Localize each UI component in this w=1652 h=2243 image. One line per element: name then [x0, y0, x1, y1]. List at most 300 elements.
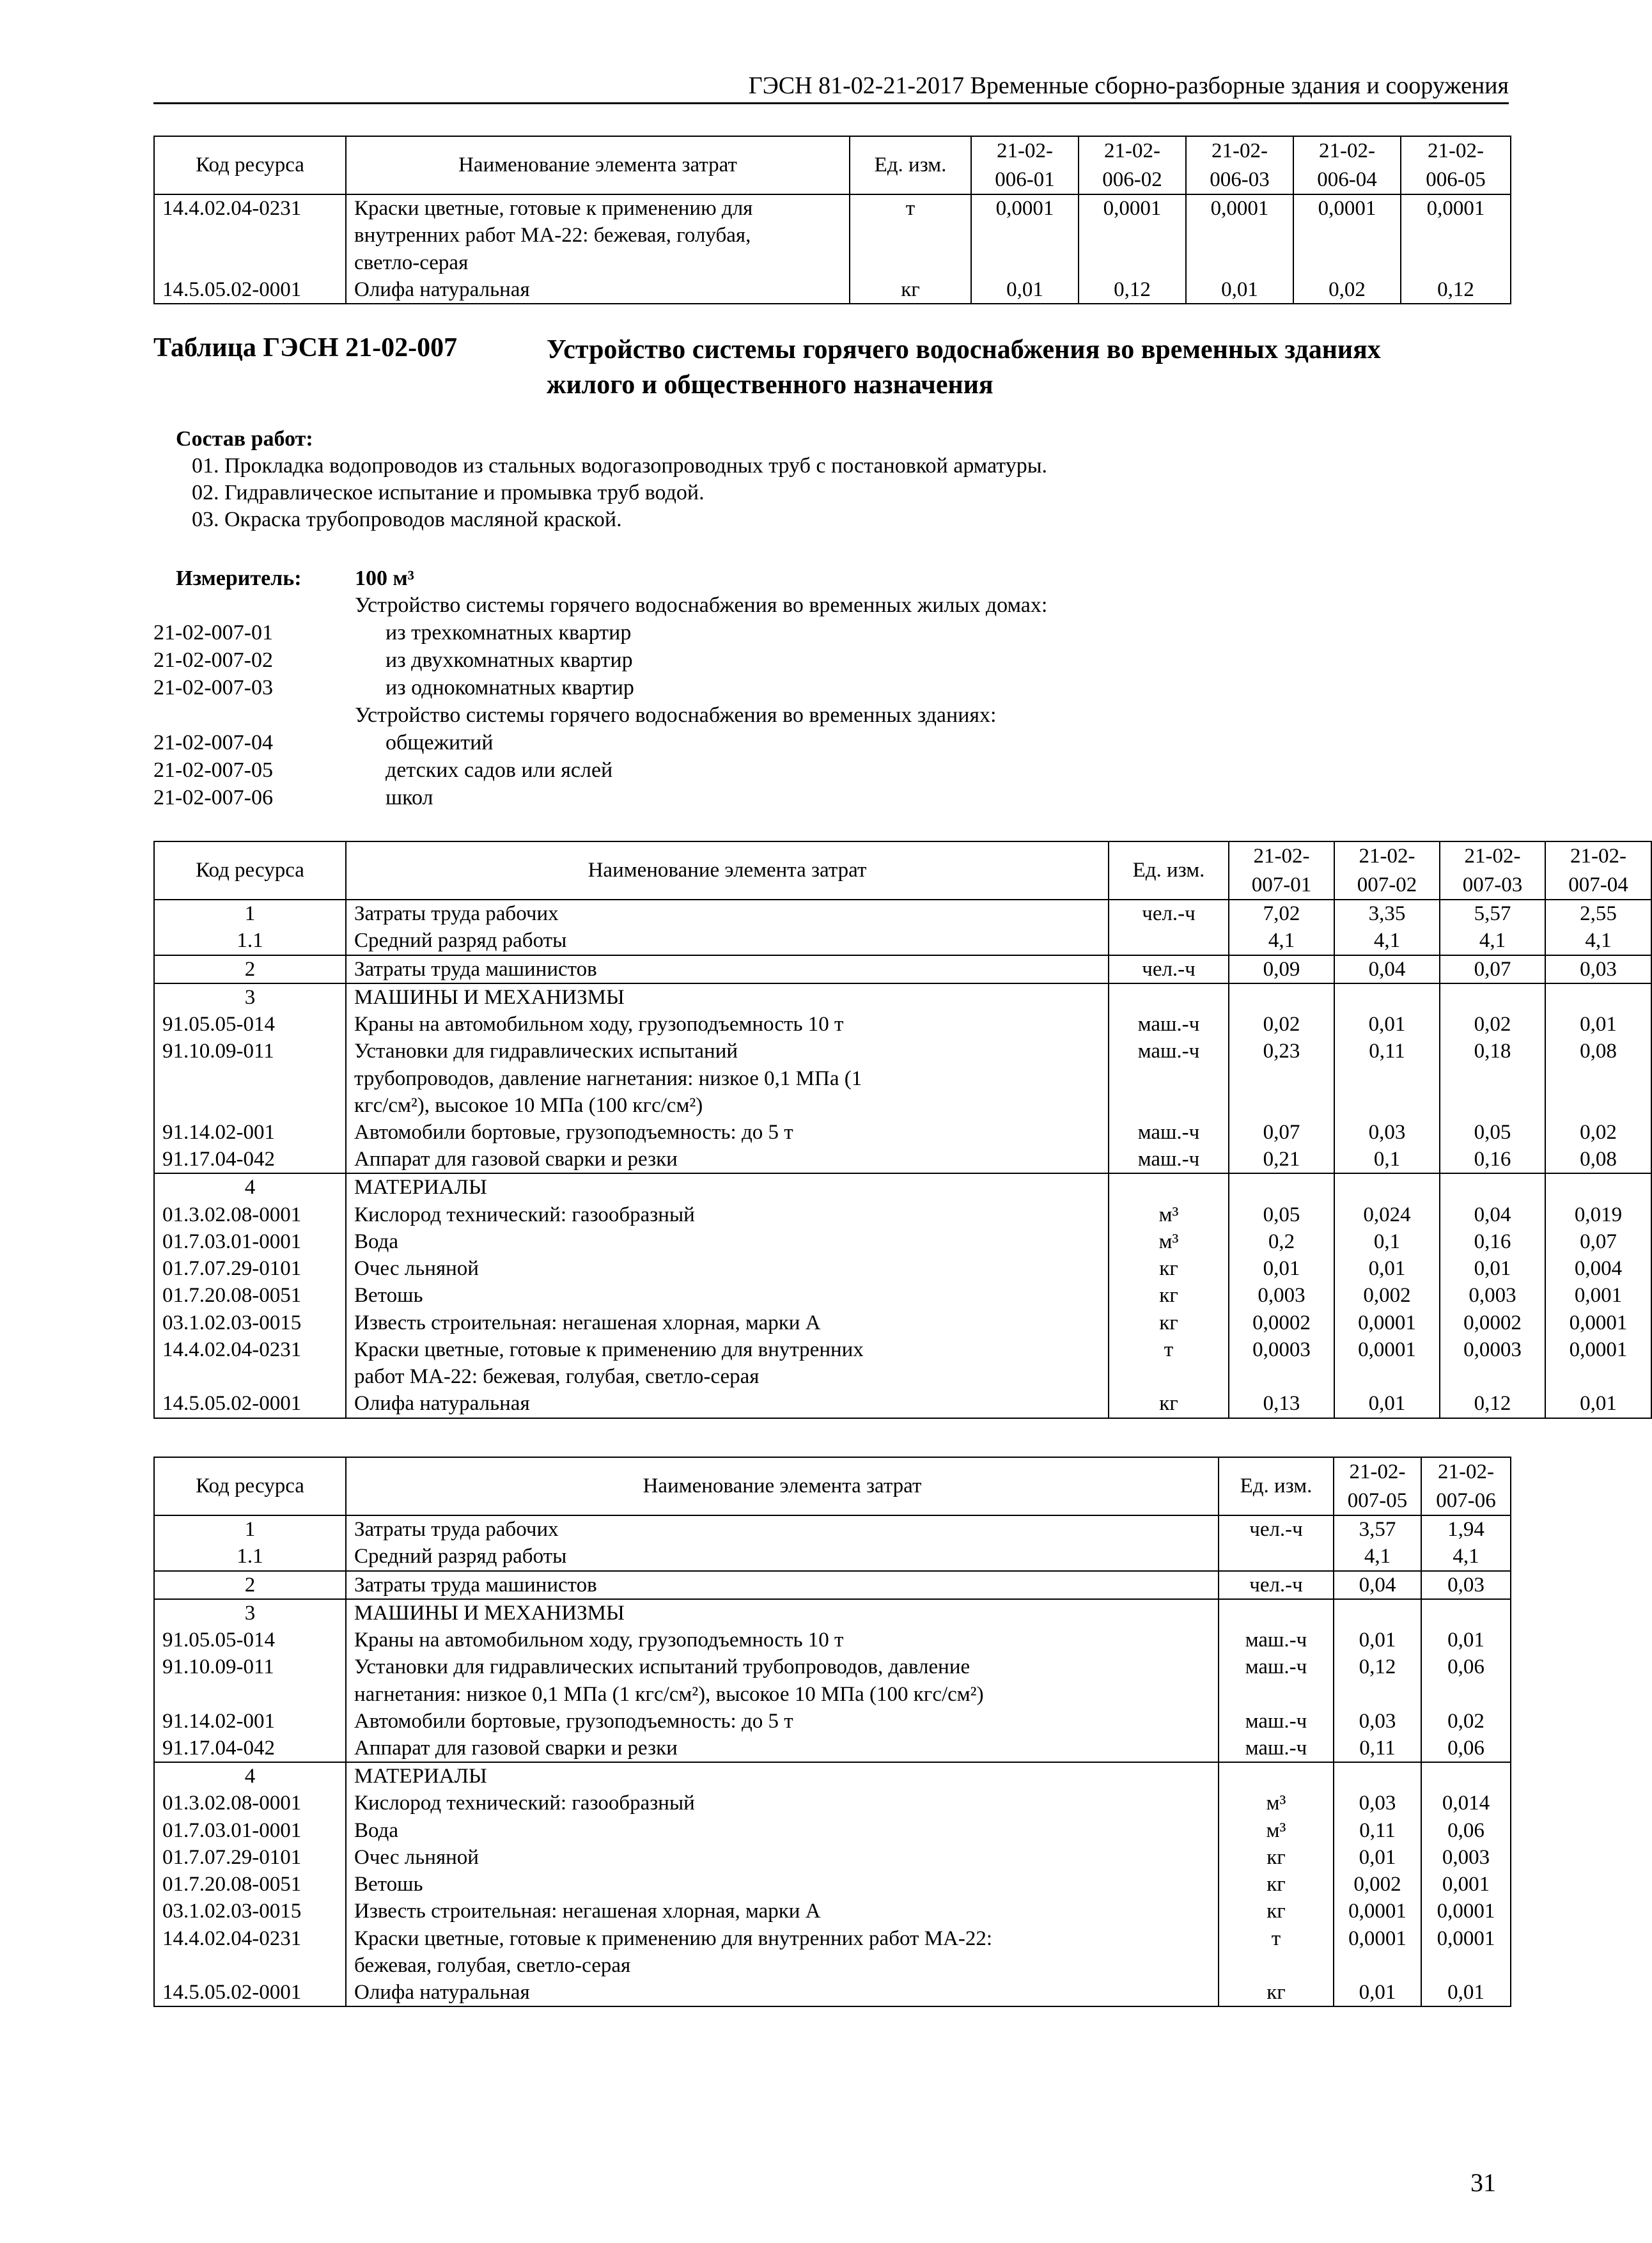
value-cell: [1229, 1173, 1334, 1201]
resource-code-cell: 3: [154, 983, 346, 1011]
unit-cell: т: [1219, 1925, 1334, 1952]
value-cell: 0,11: [1334, 1735, 1421, 1762]
value-cell: 0,01: [1334, 1844, 1421, 1871]
unit-cell: маш.-ч: [1109, 1011, 1229, 1038]
cost-item-name-cell: Очес льняной: [346, 1255, 1109, 1282]
value-cell: 0,16: [1440, 1146, 1545, 1173]
value-cell: 0,08: [1545, 1038, 1651, 1065]
cost-item-name-cell: нагнетания: низкое 0,1 МПа (1 кгс/см²), высокое 10 МПа (100 кгс/см²): [346, 1681, 1219, 1708]
resource-code-cell: 01.3.02.08-0001: [154, 1790, 346, 1817]
value-cell: 0,01: [1545, 1390, 1651, 1418]
unit-cell: [1109, 1363, 1229, 1390]
cost-item-name-cell: Известь строительная: негашеная хлорная, марки А: [346, 1898, 1219, 1925]
value-cell: 0,0001: [1334, 1309, 1440, 1336]
table-row: [154, 1146, 1651, 1173]
value-cell: 0,0001: [1334, 1898, 1421, 1925]
unit-cell: кг: [1109, 1255, 1229, 1282]
variant-text: школ: [386, 786, 433, 809]
resource-code-cell: 91.10.09-011: [154, 1653, 346, 1680]
value-cell: [1334, 1681, 1421, 1708]
value-cell: 2,55: [1545, 900, 1651, 927]
value-cell: 0,01: [1229, 1255, 1334, 1282]
table-row: [154, 1390, 1651, 1418]
resource-code-cell: [154, 1065, 346, 1092]
unit-cell: маш.-ч: [1219, 1708, 1334, 1735]
cost-item-name-cell: Краны на автомобильном ходу, грузоподъемность 10 т: [346, 1011, 1109, 1038]
cost-item-name-cell: Ветошь: [346, 1282, 1109, 1309]
value-cell: 0,03: [1545, 955, 1651, 983]
value-cell: 0,02: [1440, 1011, 1545, 1038]
value-cell: 0,01: [1545, 1011, 1651, 1038]
resource-code-cell: [154, 1681, 346, 1708]
cost-item-name-cell: Средний разряд работы: [346, 927, 1109, 955]
column-header: 21-02- 006-04: [1293, 136, 1401, 194]
value-cell: [1079, 249, 1186, 276]
value-cell: [1440, 1092, 1545, 1119]
unit-cell: маш.-ч: [1109, 1119, 1229, 1146]
unit-cell: м³: [1109, 1201, 1229, 1228]
table-row: [154, 1228, 1651, 1255]
resource-code-cell: 01.3.02.08-0001: [154, 1201, 346, 1228]
value-cell: [1334, 1092, 1440, 1119]
value-cell: [1334, 983, 1440, 1011]
value-cell: 0,003: [1229, 1282, 1334, 1309]
cost-item-name-cell: Установки для гидравлических испытаний трубопроводов, давление: [346, 1653, 1219, 1680]
unit-cell: маш.-ч: [1219, 1627, 1334, 1653]
unit-cell: маш.-ч: [1219, 1653, 1334, 1680]
value-cell: 3,57: [1334, 1515, 1421, 1543]
value-cell: 0,01: [1334, 1979, 1421, 2006]
value-cell: 5,57: [1440, 900, 1545, 927]
table-row: [154, 1735, 1511, 1762]
unit-cell: [1109, 927, 1229, 955]
column-header: Ед. изм.: [850, 136, 971, 194]
resource-code-cell: 2: [154, 955, 346, 983]
cost-item-name-cell: Краны на автомобильном ходу, грузоподъемность 10 т: [346, 1627, 1219, 1653]
unit-cell: т: [850, 194, 971, 222]
value-cell: 0,02: [1293, 276, 1401, 304]
table-row: [154, 1255, 1651, 1282]
column-header: Наименование элемента затрат: [346, 1457, 1219, 1515]
value-cell: 0,0001: [1334, 1336, 1440, 1363]
value-cell: 0,06: [1421, 1653, 1511, 1680]
table-row: [154, 222, 1511, 249]
resource-code-cell: 1.1: [154, 1543, 346, 1570]
cost-item-name-cell: Затраты труда машинистов: [346, 955, 1109, 983]
table-row: [154, 1038, 1651, 1065]
table-row: [154, 1119, 1651, 1146]
value-cell: 0,2: [1229, 1228, 1334, 1255]
variant-code: 21-02-007-03: [153, 676, 273, 699]
value-cell: 0,04: [1440, 1201, 1545, 1228]
cost-item-name-cell: внутренних работ МА-22: бежевая, голубая,: [346, 222, 850, 249]
column-header: 21-02- 006-03: [1186, 136, 1293, 194]
value-cell: 0,18: [1440, 1038, 1545, 1065]
column-header: 21-02- 006-05: [1401, 136, 1511, 194]
value-cell: [1334, 1173, 1440, 1201]
cost-item-name-cell: Автомобили бортовые, грузоподъемность: до 5 т: [346, 1708, 1219, 1735]
unit-cell: чел.-ч: [1109, 955, 1229, 983]
cost-item-name-cell: МАТЕРИАЛЫ: [346, 1173, 1109, 1201]
resource-code-cell: [154, 1092, 346, 1119]
variant-group-text: Устройство системы горячего водоснабжения во временных зданиях:: [355, 703, 997, 727]
resource-code-cell: [154, 249, 346, 276]
unit-cell: кг: [1109, 1390, 1229, 1418]
value-cell: [1440, 1065, 1545, 1092]
table-row: [154, 1627, 1511, 1653]
value-cell: 0,04: [1334, 1571, 1421, 1599]
value-cell: [1545, 983, 1651, 1011]
variant-text: из однокомнатных квартир: [386, 676, 634, 699]
running-header: ГЭСН 81-02-21-2017 Временные сборно-разборные здания и сооружения: [153, 72, 1509, 104]
value-cell: 0,001: [1545, 1282, 1651, 1309]
value-cell: 0,002: [1334, 1282, 1440, 1309]
unit-cell: [1219, 1952, 1334, 1979]
meter-label: Измеритель:: [176, 567, 302, 590]
cost-item-name-cell: Олифа натуральная: [346, 1979, 1219, 2006]
table-row: [154, 1092, 1651, 1119]
table-row: [154, 1871, 1511, 1898]
resource-code-cell: 2: [154, 1571, 346, 1599]
work-item: 02. Гидравлическое испытание и промывка труб водой.: [192, 481, 705, 504]
resource-code-cell: 01.7.20.08-0051: [154, 1282, 346, 1309]
table-label: Таблица ГЭСН 21-02-007: [153, 333, 458, 363]
variant-text: из двухкомнатных квартир: [386, 648, 633, 672]
table-row: [154, 983, 1651, 1011]
value-cell: [1334, 1762, 1421, 1790]
unit-cell: [850, 222, 971, 249]
value-cell: 7,02: [1229, 900, 1334, 927]
table-row: [154, 955, 1651, 983]
value-cell: 0,024: [1334, 1201, 1440, 1228]
cost-item-name-cell: Установки для гидравлических испытаний: [346, 1038, 1109, 1065]
table-row: [154, 1011, 1651, 1038]
value-cell: 0,0001: [1421, 1898, 1511, 1925]
value-cell: 0,001: [1421, 1871, 1511, 1898]
value-cell: 0,0001: [1334, 1925, 1421, 1952]
resource-code-cell: 03.1.02.03-0015: [154, 1309, 346, 1336]
column-header: 21-02- 006-02: [1079, 136, 1186, 194]
value-cell: 0,03: [1421, 1571, 1511, 1599]
table-row: [154, 927, 1651, 955]
unit-cell: м³: [1219, 1790, 1334, 1817]
table-row: [154, 1309, 1651, 1336]
resource-code-cell: 01.7.07.29-0101: [154, 1255, 346, 1282]
value-cell: 0,0001: [1421, 1925, 1511, 1952]
unit-cell: м³: [1109, 1228, 1229, 1255]
table-row: [154, 1282, 1651, 1309]
resource-code-cell: 91.05.05-014: [154, 1627, 346, 1653]
resource-code-cell: 01.7.07.29-0101: [154, 1844, 346, 1871]
cost-item-name-cell: МАТЕРИАЛЫ: [346, 1762, 1219, 1790]
cost-item-name-cell: Олифа натуральная: [346, 276, 850, 304]
value-cell: 0,01: [1440, 1255, 1545, 1282]
value-cell: 0,0003: [1229, 1336, 1334, 1363]
value-cell: 0,07: [1229, 1119, 1334, 1146]
column-header: 21-02- 007-04: [1545, 841, 1651, 900]
value-cell: [1334, 1599, 1421, 1627]
column-header: 21-02- 007-03: [1440, 841, 1545, 900]
cost-item-name-cell: Затраты труда машинистов: [346, 1571, 1219, 1599]
value-cell: 0,06: [1421, 1817, 1511, 1844]
cost-item-name-cell: кгс/см²), высокое 10 МПа (100 кгс/см²): [346, 1092, 1109, 1119]
value-cell: [1186, 222, 1293, 249]
value-cell: [1421, 1599, 1511, 1627]
table-row: [154, 1925, 1511, 1952]
cost-item-name-cell: Кислород технический: газообразный: [346, 1790, 1219, 1817]
value-cell: [971, 222, 1079, 249]
table-title: [547, 332, 1506, 402]
cost-item-name-cell: светло-серая: [346, 249, 850, 276]
cost-item-name-cell: Автомобили бортовые, грузоподъемность: до 5 т: [346, 1119, 1109, 1146]
resource-code-cell: 14.4.02.04-0231: [154, 1336, 346, 1363]
value-cell: 0,04: [1334, 955, 1440, 983]
value-cell: 0,1: [1334, 1146, 1440, 1173]
value-cell: 0,12: [1401, 276, 1511, 304]
value-cell: 0,21: [1229, 1146, 1334, 1173]
resource-code-cell: 01.7.03.01-0001: [154, 1228, 346, 1255]
value-cell: [1293, 249, 1401, 276]
cost-item-name-cell: Олифа натуральная: [346, 1390, 1109, 1418]
resource-code-cell: [154, 1363, 346, 1390]
value-cell: 0,1: [1334, 1228, 1440, 1255]
value-cell: 4,1: [1229, 927, 1334, 955]
cost-item-name-cell: Затраты труда рабочих: [346, 900, 1109, 927]
value-cell: [1229, 1065, 1334, 1092]
unit-cell: [1109, 1092, 1229, 1119]
column-header: Наименование элемента затрат: [346, 841, 1109, 900]
value-cell: 0,05: [1229, 1201, 1334, 1228]
variant-group-text: Устройство системы горячего водоснабжения во временных жилых домах:: [355, 593, 1048, 617]
value-cell: 0,0001: [1545, 1336, 1651, 1363]
resource-code-cell: 01.7.20.08-0051: [154, 1871, 346, 1898]
unit-cell: чел.-ч: [1109, 900, 1229, 927]
value-cell: 0,0001: [1079, 194, 1186, 222]
value-cell: 0,01: [1334, 1011, 1440, 1038]
table-row: [154, 1653, 1511, 1680]
variant-code: 21-02-007-05: [153, 758, 273, 782]
cost-item-name-cell: Краски цветные, готовые к применению для: [346, 194, 850, 222]
unit-cell: [1219, 1681, 1334, 1708]
value-cell: 0,09: [1229, 955, 1334, 983]
cost-item-name-cell: Вода: [346, 1817, 1219, 1844]
value-cell: 0,16: [1440, 1228, 1545, 1255]
resource-code-cell: 1.1: [154, 927, 346, 955]
work-item: 03. Окраска трубопроводов масляной краской.: [192, 508, 622, 531]
value-cell: 3,35: [1334, 900, 1440, 927]
column-header: Код ресурса: [154, 1457, 346, 1515]
value-cell: 0,014: [1421, 1790, 1511, 1817]
unit-cell: чел.-ч: [1219, 1571, 1334, 1599]
table-row: [154, 249, 1511, 276]
value-cell: [1545, 1173, 1651, 1201]
resource-code-cell: 91.17.04-042: [154, 1146, 346, 1173]
value-cell: 0,0001: [1545, 1309, 1651, 1336]
unit-cell: кг: [1219, 1898, 1334, 1925]
cost-item-name-cell: МАШИНЫ И МЕХАНИЗМЫ: [346, 1599, 1219, 1627]
page-number: 31: [1470, 2168, 1496, 2197]
cost-item-name-cell: Кислород технический: газообразный: [346, 1201, 1109, 1228]
resource-code-cell: 14.4.02.04-0231: [154, 194, 346, 222]
value-cell: 0,0001: [1186, 194, 1293, 222]
value-cell: 0,13: [1229, 1390, 1334, 1418]
variant-code: 21-02-007-02: [153, 648, 273, 672]
value-cell: 0,0001: [1293, 194, 1401, 222]
table-row: [154, 1708, 1511, 1735]
value-cell: [1186, 249, 1293, 276]
value-cell: 1,94: [1421, 1515, 1511, 1543]
value-cell: [1421, 1681, 1511, 1708]
unit-cell: [1219, 1543, 1334, 1570]
table-row: [154, 1515, 1511, 1543]
unit-cell: кг: [1219, 1871, 1334, 1898]
column-header: Код ресурса: [154, 136, 346, 194]
cost-item-name-cell: Аппарат для газовой сварки и резки: [346, 1146, 1109, 1173]
value-cell: 0,07: [1545, 1228, 1651, 1255]
resource-code-cell: [154, 222, 346, 249]
column-header: 21-02- 007-02: [1334, 841, 1440, 900]
value-cell: [1440, 983, 1545, 1011]
unit-cell: кг: [1109, 1282, 1229, 1309]
resource-code-cell: 01.7.03.01-0001: [154, 1817, 346, 1844]
variant-code: 21-02-007-04: [153, 731, 273, 754]
value-cell: 0,08: [1545, 1146, 1651, 1173]
unit-cell: [1109, 983, 1229, 1011]
value-cell: 0,01: [1334, 1627, 1421, 1653]
resource-code-cell: 91.17.04-042: [154, 1735, 346, 1762]
table-title-line: Устройство системы горячего водоснабжения во временных зданиях: [547, 335, 1381, 364]
table-row: [154, 1065, 1651, 1092]
unit-cell: кг: [1219, 1844, 1334, 1871]
value-cell: 0,02: [1545, 1119, 1651, 1146]
table-row: [154, 1952, 1511, 1979]
cost-item-name-cell: МАШИНЫ И МЕХАНИЗМЫ: [346, 983, 1109, 1011]
value-cell: 0,01: [1421, 1979, 1511, 2006]
table-row: [154, 1571, 1511, 1599]
unit-cell: [850, 249, 971, 276]
cost-item-name-cell: Краски цветные, готовые к применению для внутренних работ МА-22:: [346, 1925, 1219, 1952]
value-cell: 4,1: [1334, 1543, 1421, 1570]
table-title-line: жилого и общественного назначения: [547, 370, 994, 400]
work-composition-title: Состав работ:: [176, 427, 313, 451]
work-item: 01. Прокладка водопроводов из стальных водогазопроводных труб с постановкой арматуры.: [192, 454, 1048, 478]
value-cell: 0,12: [1334, 1653, 1421, 1680]
column-header: Ед. изм.: [1219, 1457, 1334, 1515]
table-header-row: [154, 841, 1651, 900]
value-cell: 0,03: [1334, 1708, 1421, 1735]
resource-code-cell: 14.5.05.02-0001: [154, 1979, 346, 2006]
value-cell: [1421, 1952, 1511, 1979]
meter-value: 100 м³: [355, 567, 414, 590]
value-cell: [1334, 1363, 1440, 1390]
unit-cell: [1109, 1173, 1229, 1201]
resource-code-cell: 14.5.05.02-0001: [154, 1390, 346, 1418]
column-header: 21-02- 007-01: [1229, 841, 1334, 900]
table-row: [154, 194, 1511, 222]
variant-code: 21-02-007-06: [153, 786, 273, 809]
table-header-row: [154, 136, 1511, 194]
value-cell: [1421, 1762, 1511, 1790]
unit-cell: маш.-ч: [1219, 1735, 1334, 1762]
variant-text: из трехкомнатных квартир: [386, 621, 632, 645]
table-row: [154, 1336, 1651, 1363]
value-cell: [1401, 222, 1511, 249]
value-cell: 0,019: [1545, 1201, 1651, 1228]
value-cell: 0,002: [1334, 1871, 1421, 1898]
value-cell: 0,01: [1334, 1255, 1440, 1282]
resource-table-007-b: [153, 1457, 1511, 2007]
value-cell: [971, 249, 1079, 276]
cost-item-name-cell: Средний разряд работы: [346, 1543, 1219, 1570]
resource-table-006: [153, 136, 1511, 304]
table-row: [154, 1979, 1511, 2006]
table-row: [154, 1363, 1651, 1390]
column-header: 21-02- 007-06: [1421, 1457, 1511, 1515]
unit-cell: [1219, 1599, 1334, 1627]
unit-cell: маш.-ч: [1109, 1146, 1229, 1173]
value-cell: 0,12: [1440, 1390, 1545, 1418]
value-cell: 0,02: [1421, 1708, 1511, 1735]
value-cell: 0,01: [971, 276, 1079, 304]
resource-code-cell: 1: [154, 1515, 346, 1543]
column-header: 21-02- 007-05: [1334, 1457, 1421, 1515]
value-cell: 0,0002: [1229, 1309, 1334, 1336]
value-cell: 0,11: [1334, 1817, 1421, 1844]
value-cell: [1545, 1092, 1651, 1119]
value-cell: [1229, 983, 1334, 1011]
unit-cell: [1219, 1762, 1334, 1790]
cost-item-name-cell: трубопроводов, давление нагнетания: низкое 0,1 МПа (1: [346, 1065, 1109, 1092]
resource-code-cell: 4: [154, 1762, 346, 1790]
table-header-row: [154, 1457, 1511, 1515]
unit-cell: маш.-ч: [1109, 1038, 1229, 1065]
table-row: [154, 1844, 1511, 1871]
value-cell: 0,003: [1421, 1844, 1511, 1871]
unit-cell: кг: [1109, 1309, 1229, 1336]
value-cell: 0,06: [1421, 1735, 1511, 1762]
resource-code-cell: 3: [154, 1599, 346, 1627]
value-cell: 0,23: [1229, 1038, 1334, 1065]
value-cell: 0,02: [1229, 1011, 1334, 1038]
value-cell: [1440, 1363, 1545, 1390]
value-cell: [1440, 1173, 1545, 1201]
value-cell: 4,1: [1334, 927, 1440, 955]
value-cell: [1229, 1363, 1334, 1390]
cost-item-name-cell: Известь строительная: негашеная хлорная, марки А: [346, 1309, 1109, 1336]
cost-item-name-cell: Краски цветные, готовые к применению для внутренних: [346, 1336, 1109, 1363]
column-header: Ед. изм.: [1109, 841, 1229, 900]
table-row: [154, 1173, 1651, 1201]
table-row: [154, 276, 1511, 304]
table-row: [154, 1790, 1511, 1817]
value-cell: 0,05: [1440, 1119, 1545, 1146]
resource-code-cell: 1: [154, 900, 346, 927]
value-cell: 0,12: [1079, 276, 1186, 304]
resource-code-cell: 91.14.02-001: [154, 1119, 346, 1146]
value-cell: 0,01: [1186, 276, 1293, 304]
value-cell: 0,11: [1334, 1038, 1440, 1065]
value-cell: 0,0003: [1440, 1336, 1545, 1363]
value-cell: [1545, 1065, 1651, 1092]
column-header: Код ресурса: [154, 841, 346, 900]
value-cell: [1334, 1065, 1440, 1092]
resource-code-cell: 4: [154, 1173, 346, 1201]
table-row: [154, 1201, 1651, 1228]
resource-code-cell: 91.14.02-001: [154, 1708, 346, 1735]
resource-code-cell: [154, 1952, 346, 1979]
value-cell: 0,01: [1421, 1627, 1511, 1653]
unit-cell: [1109, 1065, 1229, 1092]
